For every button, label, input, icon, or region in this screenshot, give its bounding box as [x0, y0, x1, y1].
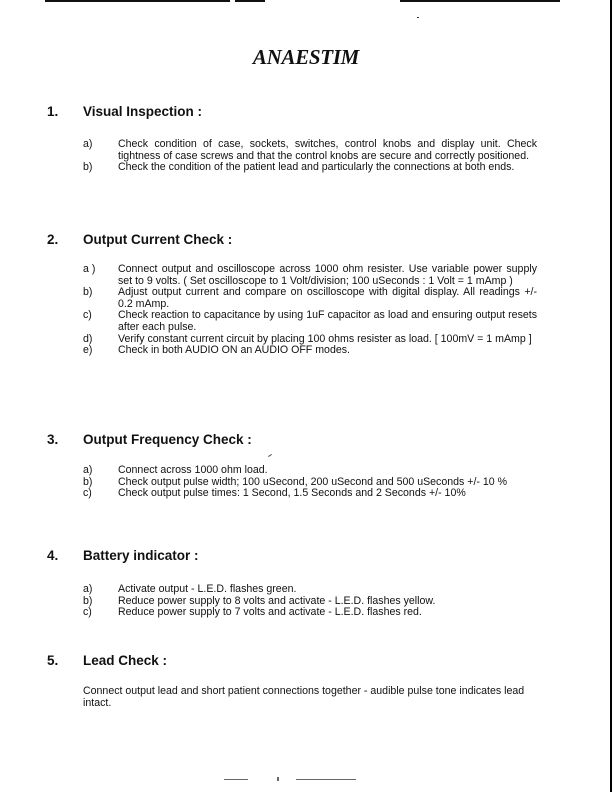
- section-number: 3.: [47, 432, 59, 447]
- list-item: [47, 139, 537, 162]
- item-list: [47, 264, 537, 357]
- item-label: c): [83, 487, 92, 500]
- section-heading: [47, 232, 537, 252]
- scan-artifact-top: [235, 0, 265, 2]
- item-label: c): [83, 606, 92, 619]
- item-list: [47, 584, 537, 619]
- item-text: Connect across 1000 ohm load.: [118, 464, 268, 476]
- scan-speck: [417, 17, 419, 18]
- section-number: 4.: [47, 548, 59, 563]
- item-text: Reduce power supply to 8 volts and activate - L.E.D. flashes yellow.: [118, 594, 436, 607]
- item-label: a): [83, 138, 93, 150]
- section-heading: [47, 653, 537, 673]
- section-paragraph: Connect output lead and short patient connections together - audible pulse tone indicates lead intact.: [83, 685, 525, 709]
- section-battery-indicator: [47, 548, 537, 619]
- item-label: b): [83, 594, 93, 607]
- item-text: Activate output - L.E.D. flashes green.: [118, 583, 297, 595]
- scan-artifact-top: [45, 0, 230, 2]
- item-label: a): [83, 464, 93, 476]
- item-label: b): [83, 286, 93, 299]
- section-visual-inspection: [47, 104, 537, 174]
- item-text: Check output pulse times: 1 Second, 1.5 Seconds and 2 Seconds +/- 10%: [118, 487, 466, 500]
- item-text: Check condition of case, sockets, switches, control knobs and display unit. Check tightness of case screws and that the control knobs are secure and correctly positioned.: [118, 138, 537, 162]
- section-output-frequency-check: [47, 432, 537, 500]
- list-item: [47, 310, 537, 333]
- list-item: [47, 607, 537, 619]
- section-number: 5.: [47, 653, 59, 668]
- item-text: Reduce power supply to 7 volts and activate - L.E.D. flashes red.: [118, 606, 422, 619]
- item-label: d): [83, 332, 93, 345]
- item-label: b): [83, 161, 93, 174]
- scan-artifact-bottom: [224, 779, 248, 780]
- document-title: ANAESTIM: [252, 45, 360, 69]
- item-text: Check reaction to capacitance by using 1uF capacitor as load and ensuring output resets after each pulse.: [118, 309, 537, 333]
- section-number: 2.: [47, 232, 59, 247]
- section-output-current-check: [47, 232, 537, 357]
- list-item: [47, 345, 537, 357]
- section-title: Output Frequency Check :: [83, 432, 252, 447]
- section-number: 1.: [47, 104, 59, 119]
- list-item: [47, 488, 537, 500]
- list-item: [47, 162, 537, 174]
- item-label: a ): [83, 263, 96, 275]
- section-title: Lead Check :: [83, 653, 168, 668]
- item-label: a): [83, 583, 93, 595]
- item-text: Check the condition of the patient lead and particularly the connections at both ends.: [118, 161, 515, 174]
- section-heading: [47, 432, 537, 452]
- item-label: e): [83, 344, 93, 357]
- scan-artifact-bottom: [296, 779, 356, 780]
- item-text: Connect output and oscilloscope across 1000 ohm resister. Use variable power supply set to 9 volts. ( Set oscilloscope to 1 Volt/division; 100 uSeconds : 1 Volt = 1 mAmp ): [118, 263, 537, 287]
- section-heading: [47, 104, 537, 124]
- section-lead-check: [47, 653, 537, 709]
- section-title: Visual Inspection :: [83, 104, 203, 119]
- item-list: [47, 465, 537, 500]
- item-text: Check in both AUDIO ON an AUDIO OFF modes.: [118, 344, 350, 357]
- section-title: Output Current Check :: [83, 232, 233, 247]
- item-label: b): [83, 475, 93, 488]
- item-text: Adjust output current and compare on oscilloscope with digital display. All readings +/- 0.2 mAmp.: [118, 286, 537, 310]
- item-list: [47, 139, 537, 174]
- item-label: c): [83, 309, 92, 322]
- scan-artifact-bottom: [277, 777, 279, 781]
- item-text: Check output pulse width; 100 uSecond, 200 uSecond and 500 uSeconds +/- 10 %: [118, 475, 508, 488]
- list-item: [47, 264, 537, 287]
- item-text: Verify constant current circuit by placing 100 ohms resister as load. [ 100mV = 1 mAmp ]: [118, 332, 532, 345]
- section-title: Battery indicator :: [83, 548, 199, 563]
- list-item: [47, 287, 537, 310]
- section-heading: [47, 548, 537, 568]
- scan-artifact-top: [400, 0, 560, 2]
